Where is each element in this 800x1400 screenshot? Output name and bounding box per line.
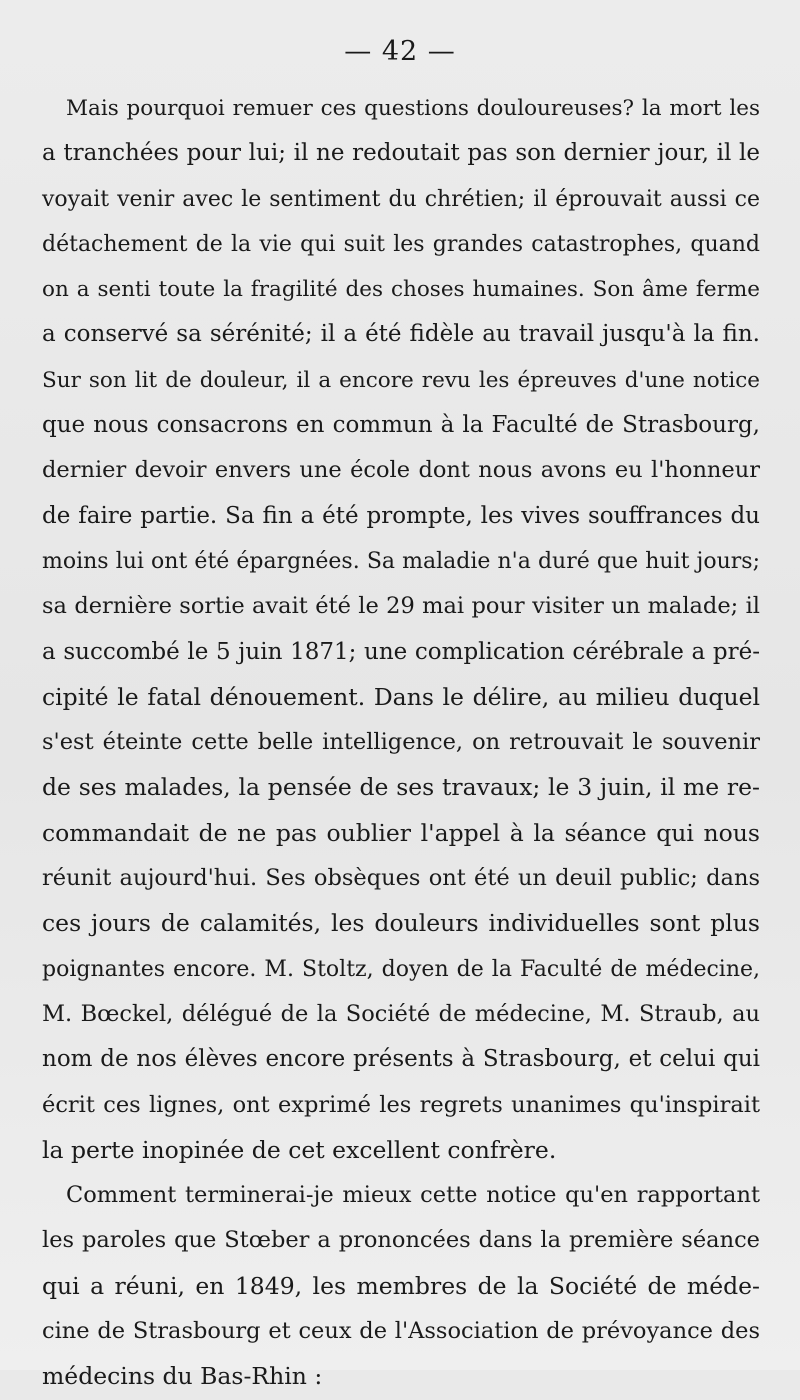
body-text — [42, 86, 760, 1400]
text-line: de faire partie. Sa fin a été prompte, les vives souffrances du — [42, 502, 760, 529]
text-line: s'est éteinte cette belle intelligence, on retrouvait le souvenir — [42, 729, 760, 756]
text-line: de ses malades, la pensée de ses travaux; le 3 juin, il me re- — [42, 773, 760, 802]
text-line: réunit aujourd'hui. Ses obsèques ont été un deuil public; dans — [42, 865, 760, 892]
text-line: détachement de la vie qui suit les grandes catastrophes, quand — [42, 231, 760, 257]
text-line: Mais pourquoi remuer ces questions douloureuses? la mort les — [66, 96, 760, 121]
text-line: poignantes encore. M. Stoltz, doyen de la Faculté de médecine, — [42, 956, 760, 982]
text-line: nom de nos élèves encore présents à Strasbourg, et celui qui — [42, 1046, 760, 1073]
text-line: voyait venir avec le sentiment du chrétien; il éprouvait aussi ce — [42, 186, 760, 212]
text-line: les paroles que Stœber a prononcées dans la première séance — [42, 1227, 760, 1254]
text-line: cipité le fatal dénouement. Dans le délire, au milieu duquel — [42, 682, 760, 711]
text-line: a succombé le 5 juin 1871; une complication cérébrale a pré- — [42, 638, 760, 665]
text-line: cine de Strasbourg et ceux de l'Association de prévoyance des — [42, 1318, 760, 1345]
text-line: sa dernière sortie avait été le 29 mai pour visiter un malade; il — [42, 593, 760, 620]
text-line: a conservé sa sérénité; il a été fidèle au travail jusqu'à la fin. — [42, 321, 760, 348]
text-line: que nous consacrons en commun à la Faculté de Strasbourg, — [42, 412, 760, 439]
text-line: commandait de ne pas oublier l'appel à la séance qui nous — [42, 818, 760, 847]
text-line: dernier devoir envers une école dont nous avons eu l'honneur — [42, 457, 760, 484]
text-line: qui a réuni, en 1849, les membres de la Société de méde- — [42, 1271, 760, 1300]
text-line: la perte inopinée de cet excellent confrère. — [42, 1135, 557, 1164]
text-line: a tranchées pour lui; il ne redoutait pas son dernier jour, il le — [42, 140, 760, 167]
text-line: ces jours de calamités, les douleurs individuelles sont plus — [42, 909, 760, 938]
text-line: Sur son lit de douleur, il a encore revu les épreuves d'une notice — [42, 367, 760, 393]
text-line: M. Bœckel, délégué de la Société de médecine, M. Straub, au — [42, 1000, 760, 1027]
text-line: moins lui ont été épargnées. Sa maladie n'a duré que huit jours; — [42, 548, 760, 574]
text-line: écrit ces lignes, ont exprimé les regrets unanimes qu'inspirait — [42, 1091, 760, 1118]
text-line: Comment terminerai-je mieux cette notice qu'en rapportant — [66, 1182, 760, 1209]
text-line: on a senti toute la fragilité des choses humaines. Son âme ferme — [42, 277, 760, 303]
page-number: — 42 — — [344, 36, 456, 67]
text-line: médecins du Bas-Rhin : — [42, 1362, 323, 1391]
